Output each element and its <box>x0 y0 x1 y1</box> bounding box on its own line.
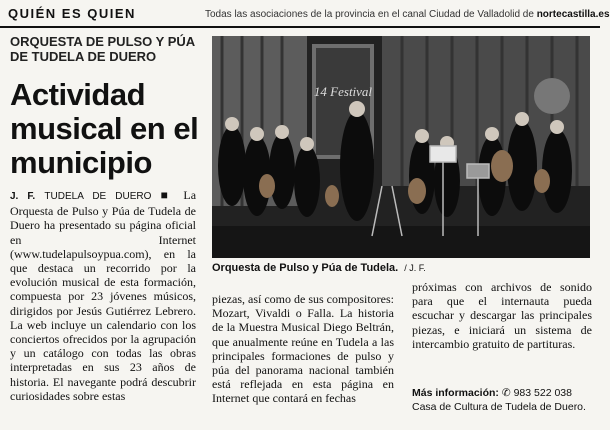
info-phone: 983 522 038 <box>513 387 572 399</box>
info-label: Más información: <box>412 387 499 399</box>
section-title: QUIÉN ES QUIEN <box>8 6 136 21</box>
body-column-2: piezas, así como de sus compositores: Mozart, Vivaldi o Falla. La historia de la Muestra Musical Diego Beltrán, que anualmente reúne en Tudela a las principales formaciones de pulso y púa del panorama nacional también está reflejada en esta página en Internet que contará en fechas <box>212 292 394 406</box>
kicker: ORQUESTA DE PULSO Y PÚA DE TUDELA DE DUERO <box>10 34 195 64</box>
top-bar <box>0 0 610 28</box>
photo-caption <box>212 262 592 274</box>
caption-text: Orquesta de Pulso y Púa de Tudela. <box>212 262 399 274</box>
banner-text: 14 Festival <box>313 84 373 99</box>
phone-icon: ✆ <box>501 387 511 399</box>
byline-mark: ■ <box>160 188 175 202</box>
body-column-3: próximas con archivos de sonido para que el internauta pueda escuchar y descargar las principales piezas, e iniciará un sistema de intercambio gratuito de partituras. <box>412 280 592 351</box>
orchestra-photo-drawing <box>212 36 590 258</box>
body-text-1: La Orquesta de Pulso y Púa de Tudela de Duero ha presentado su página oficial en Internet (www.tudelapulsoypua.com), en la que destaca un recorrido por la evolución musical de esta formación, compuesta por 23 jóvenes músicos, dirigidos por Jesús Gutiérrez Lebrero. La web incluye un calendario con los conciertos ofrecidos por la agrupación y un catálogo con todas las obras interpretadas en sus 23 años de historia. El navegante podrá descubrir curiosidades sobre estas <box>10 188 197 403</box>
orchestra-photo <box>212 36 590 258</box>
info-place: Casa de Cultura de Tudela de Duero. <box>412 401 586 413</box>
headline: Actividad musical en el municipio <box>10 77 199 180</box>
photo-credit: / J. F. <box>404 263 426 273</box>
body-column-1 <box>10 188 196 403</box>
byline-author: J. F. <box>10 191 36 202</box>
promo-text: Todas las asociaciones de la provincia en el canal Ciudad de Valladolid de <box>205 9 534 20</box>
byline-place: TUDELA DE DUERO <box>44 191 152 202</box>
info-box <box>412 386 597 414</box>
promo-line <box>205 9 610 20</box>
promo-site: nortecastilla.es <box>536 9 610 20</box>
